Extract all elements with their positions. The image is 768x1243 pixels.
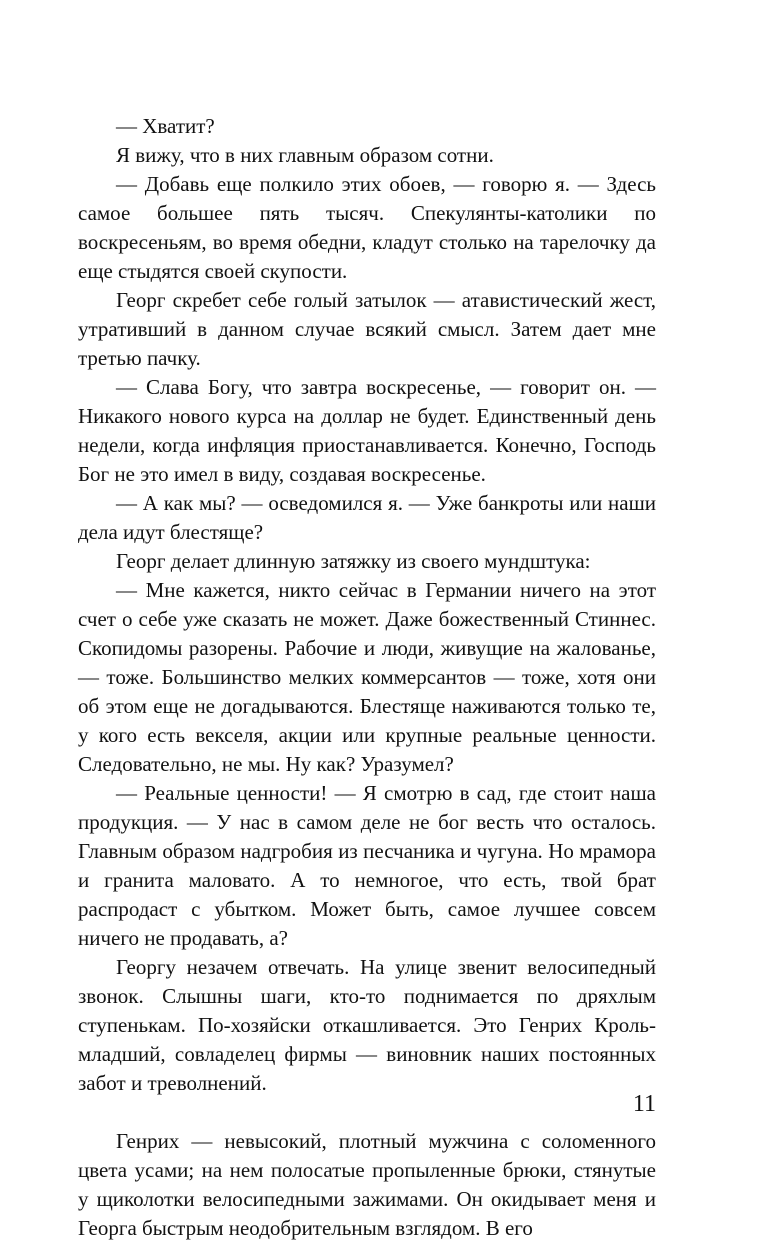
- paragraph: — Реальные ценности! — Я смотрю в сад, где стоит наша продукция. — У нас в самом деле не бог весть что осталось. Главным образом надгробия из песчаника и чугуна. Но мрамора и гранита маловато. А то немногое, что есть, твой брат распродаст с убытком. Может быть, самое лучшее совсем ничего не продавать, а?: [78, 781, 656, 950]
- section-break: [78, 1098, 656, 1127]
- page-number: 11: [632, 1091, 656, 1117]
- body-text: [78, 112, 656, 1243]
- paragraph: Георг делает длинную затяжку из своего мундштука:: [116, 549, 591, 573]
- paragraph: — Добавь еще полкило этих обоев, — говорю я. — Здесь самое большее пять тысяч. Спекулянты-католики по воскресеньям, во время обедни, кладут столько на тарелочку да еще стыдятся своей скупости.: [78, 172, 656, 283]
- paragraph: Я вижу, что в них главным образом сотни.: [116, 143, 494, 167]
- paragraph: Георг скребет себе голый затылок — атавистический жест, утративший в данном случае всякий смысл. Затем дает мне третью пачку.: [78, 288, 656, 370]
- paragraph: — Слава Богу, что завтра воскресенье, — говорит он. — Никакого нового курса на доллар не будет. Единственный день недели, когда инфляция приостанавливается. Конечно, Господь Бог не это имел в виду, создавая воскресенье.: [78, 375, 656, 486]
- paragraph: Генрих — невысокий, плотный мужчина с соломенного цвета усами; на нем полосатые пропыленные брюки, стянутые у щиколотки велосипедными зажимами. Он окидывает меня и Георга быстрым неодобрительным взглядом. В его: [78, 1129, 656, 1240]
- paragraph: Георгу незачем отвечать. На улице звенит велосипедный звонок. Слышны шаги, кто-то поднимается по дряхлым ступенькам. По-хозяйски откашливается. Это Генрих Кроль-младший, совладелец фирмы — виновник наших постоянных забот и треволнений.: [78, 955, 656, 1095]
- paragraph: — А как мы? — осведомился я. — Уже банкроты или наши дела идут блестяще?: [78, 491, 656, 544]
- paragraph: — Мне кажется, никто сейчас в Германии ничего на этот счет о себе уже сказать не может. Даже божественный Стиннес. Скопидомы разорены. Рабочие и люди, живущие на жалованье, — тоже. Большинство мелких коммерсантов — тоже, хотя они об этом еще не догадываются. Блестяще наживаются только те, у кого есть векселя, акции или крупные реальные ценности. Следовательно, не мы. Ну как? Уразумел?: [78, 578, 656, 776]
- paragraph: — Хватит?: [116, 114, 215, 138]
